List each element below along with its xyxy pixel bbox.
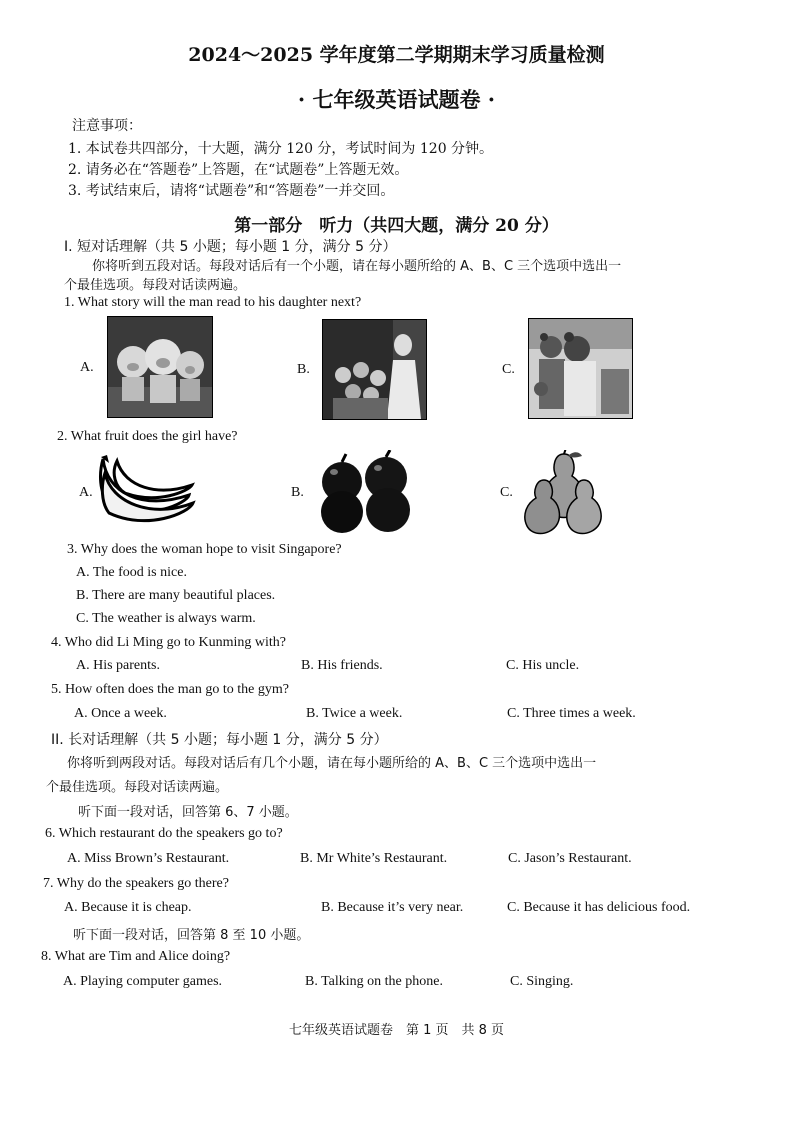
q8-question: 8. What are Tim and Alice doing? (41, 949, 231, 964)
q1-option-b: B. (297, 362, 310, 377)
q1-option-c: C. (502, 362, 515, 377)
q8-option-b: B. Talking on the phone. (305, 974, 443, 989)
q3-option-c: C. The weather is always warm. (76, 611, 256, 626)
q4-option-c: C. His uncle. (506, 658, 580, 673)
q2-question: 2. What fruit does the girl have? (57, 429, 238, 444)
q7-option-b: B. Because it’s very near. (321, 900, 464, 915)
q5-option-b: B. Twice a week. (306, 706, 403, 721)
notice-heading: 注意事项： (72, 118, 142, 134)
q4-option-a: A. His parents. (76, 658, 160, 673)
q2-option-b: B. (291, 485, 304, 500)
notice-item: 1. 本试卷共四部分，十大题，满分 120 分，考试时间为 120 分钟。 (68, 141, 494, 157)
dialogue2-intro: 听下面一段对话，回答第 8 至 10 小题。 (73, 928, 310, 943)
q4-option-b: B. His friends. (301, 658, 383, 673)
section2-instructions-cont: 个最佳选项。每段对话读两遍。 (46, 780, 229, 795)
q6-option-a: A. Miss Brown’s Restaurant. (67, 851, 230, 866)
q7-question: 7. Why do the speakers go there? (43, 876, 229, 891)
q6-question: 6. Which restaurant do the speakers go to? (45, 826, 283, 841)
notice-item: 2. 请务必在“答题卷”上答题，在“试题卷”上答题无效。 (68, 162, 409, 178)
q8-option-a: A. Playing computer games. (63, 974, 223, 989)
q6-option-b: B. Mr White’s Restaurant. (300, 851, 448, 866)
exam-title: 2024～2025 学年度第二学期期末学习质量检测 (188, 44, 605, 66)
q2-option-c: C. (500, 485, 513, 500)
q3-question: 3. Why does the woman hope to visit Singapore? (67, 542, 342, 557)
q5-option-c: C. Three times a week. (507, 706, 636, 721)
q5-question: 5. How often does the man go to the gym? (51, 682, 289, 697)
dialogue1-intro: 听下面一段对话，回答第 6、7 小题。 (78, 805, 298, 820)
section2-instructions: 你将听到两段对话。每段对话后有几个小题，请在每小题所给的 A、B、C 三个选项中选出一 (67, 756, 597, 771)
section1-heading: I. 短对话理解（共 5 小题；每小题 1 分，满分 5 分） (64, 239, 397, 255)
q7-option-a: A. Because it is cheap. (64, 900, 192, 915)
section1-instructions-cont: 个最佳选项。每段对话读两遍。 (64, 278, 247, 293)
section2-heading: II. 长对话理解（共 5 小题；每小题 1 分，满分 5 分） (51, 732, 388, 748)
three-bears-image (528, 318, 633, 419)
notice-item: 3. 考试结束后，请将“试题卷”和“答题卷”一并交回。 (68, 183, 395, 199)
exam-subtitle: · 七年级英语试题卷 · (297, 87, 496, 112)
pears-icon (524, 450, 606, 536)
q2-option-a: A. (79, 485, 93, 500)
q8-option-c: C. Singing. (510, 974, 574, 989)
q4-question: 4. Who did Li Ming go to Kunming with? (51, 635, 287, 650)
q6-option-c: C. Jason’s Restaurant. (508, 851, 632, 866)
q3-option-a: A. The food is nice. (76, 565, 187, 580)
bananas-icon (97, 453, 197, 526)
q7-option-c: C. Because it has delicious food. (507, 900, 691, 915)
apples-icon (316, 450, 414, 535)
snow-white-image (322, 319, 427, 420)
section1-instructions: 你将听到五段对话。每段对话后有一个小题，请在每小题所给的 A、B、C 三个选项中选出一 (92, 259, 622, 274)
q1-option-a: A. (80, 360, 94, 375)
page-footer: 七年级英语试题卷 第 1 页 共 8 页 (288, 1023, 505, 1038)
q3-option-b: B. There are many beautiful places. (76, 588, 276, 603)
q1-question: 1. What story will the man read to his daughter next? (64, 295, 362, 310)
part1-heading: 第一部分 听力（共四大题，满分 20 分） (234, 216, 559, 236)
three-pigs-image (107, 316, 213, 418)
q5-option-a: A. Once a week. (74, 706, 167, 721)
